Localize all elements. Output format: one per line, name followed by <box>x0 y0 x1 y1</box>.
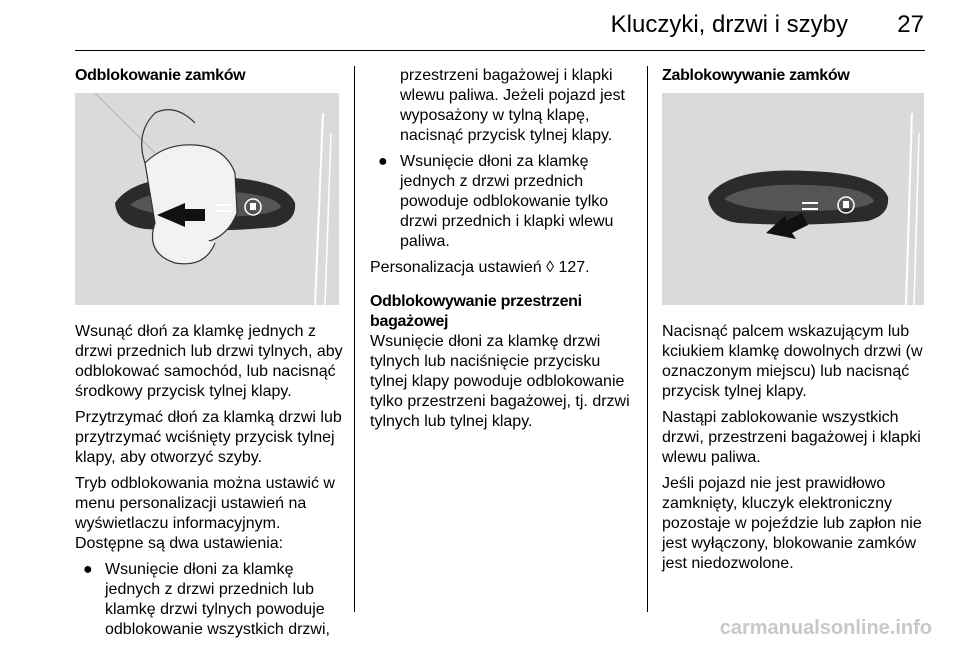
personalization-label: Personalizacja ustawień <box>370 259 542 276</box>
figure-unlock-door-handle <box>75 93 339 305</box>
list-item-text: Wsunięcie dłoni za klamkę jednych z drzwi przednich powoduje odblokowanie tylko drzwi przednich i klapki wlewu paliwa. <box>400 153 614 250</box>
list-item-text: przestrzeni bagażowej i klapki wlewu paliwa. Jeżeli pojazd jest wyposażony w tylną klapę, nacisnąć przycisk tylnej klapy. <box>400 67 625 144</box>
list-item <box>370 66 638 146</box>
paragraph-unlock-instruction: Wsunąć dłoń za klamkę jednych z drzwi przednich lub drzwi tylnych, aby odblokować samochód, lub nacisnąć środkowy przycisk tylnej klapy. <box>75 323 343 400</box>
paragraph-mode-setting: Tryb odblokowania można ustawić w menu personalizacji ustawień na wyświetlaczu informacyjnym. <box>75 475 335 532</box>
paragraph-two-settings: Dostępne są dwa ustawienia: <box>75 535 284 552</box>
door-handle-hand-illustration <box>75 93 339 305</box>
column-2 <box>370 66 638 438</box>
paragraph-lock-not-allowed: Jeśli pojazd nie jest prawidłowo zamknięty, kluczyk elektroniczny pozostaje w pojeździe lub zapłon nie jest wyłączony, blokowanie zamków jest niedozwolone. <box>662 475 922 572</box>
paragraph-hold-windows: Przytrzymać dłoń za klamką drzwi lub przytrzymać wciśnięty przycisk tylnej klapy, aby otworzyć szyby. <box>75 409 342 466</box>
bullet-icon: ● <box>378 153 388 170</box>
page-ref-icon: ◊ <box>546 259 555 276</box>
column-divider-2 <box>647 66 648 612</box>
watermark: carmanualsonline.info <box>719 617 932 639</box>
column-3-text <box>662 322 928 580</box>
heading-unlocking: Odblokowanie zamków <box>75 67 246 84</box>
page-number: 27 <box>897 11 924 38</box>
bullet-icon: ● <box>83 561 93 578</box>
figure-lock-door-handle <box>662 93 924 305</box>
column-divider-1 <box>354 66 355 612</box>
paragraph-lock-result: Nastąpi zablokowanie wszystkich drzwi, przestrzeni bagażowej i klapki wlewu paliwa. <box>662 409 921 466</box>
column-3 <box>662 66 926 86</box>
header-rule <box>75 50 925 51</box>
list-item <box>75 560 347 640</box>
list-item-text: Wsunięcie dłoni za klamkę jednych z drzwi przednich lub klamkę drzwi tylnych powoduje odblokowanie wszystkich drzwi, <box>105 561 330 638</box>
running-header-title: Kluczyki, drzwi i szyby <box>610 11 848 38</box>
heading-unlock-luggage: Odblokowywanie przestrzeni bagażowej <box>370 293 582 330</box>
column-1-text <box>75 322 347 646</box>
settings-list <box>75 560 347 640</box>
paragraph-lock-instruction: Nacisnąć palcem wskazującym lub kciukiem klamkę dowolnych drzwi (w oznaczonym miejscu) lub nacisnąć przycisk tylnej klapy. <box>662 323 923 400</box>
list-item <box>370 152 638 252</box>
heading-locking: Zablokowywanie zamków <box>662 67 850 84</box>
door-handle-lock-illustration <box>662 93 924 305</box>
page-ref-link[interactable]: 127. <box>558 259 590 276</box>
column-1 <box>75 66 345 86</box>
paragraph-personalization-ref <box>370 258 638 278</box>
paragraph-unlock-luggage: Wsunięcie dłoni za klamkę drzwi tylnych lub naciśnięcie przycisku tylnej klapy powoduje odblokowanie tylko przestrzeni bagażowej, tj. drzwi tylnych lub tylnej klapy. <box>370 333 630 430</box>
settings-list-continued <box>370 66 638 252</box>
